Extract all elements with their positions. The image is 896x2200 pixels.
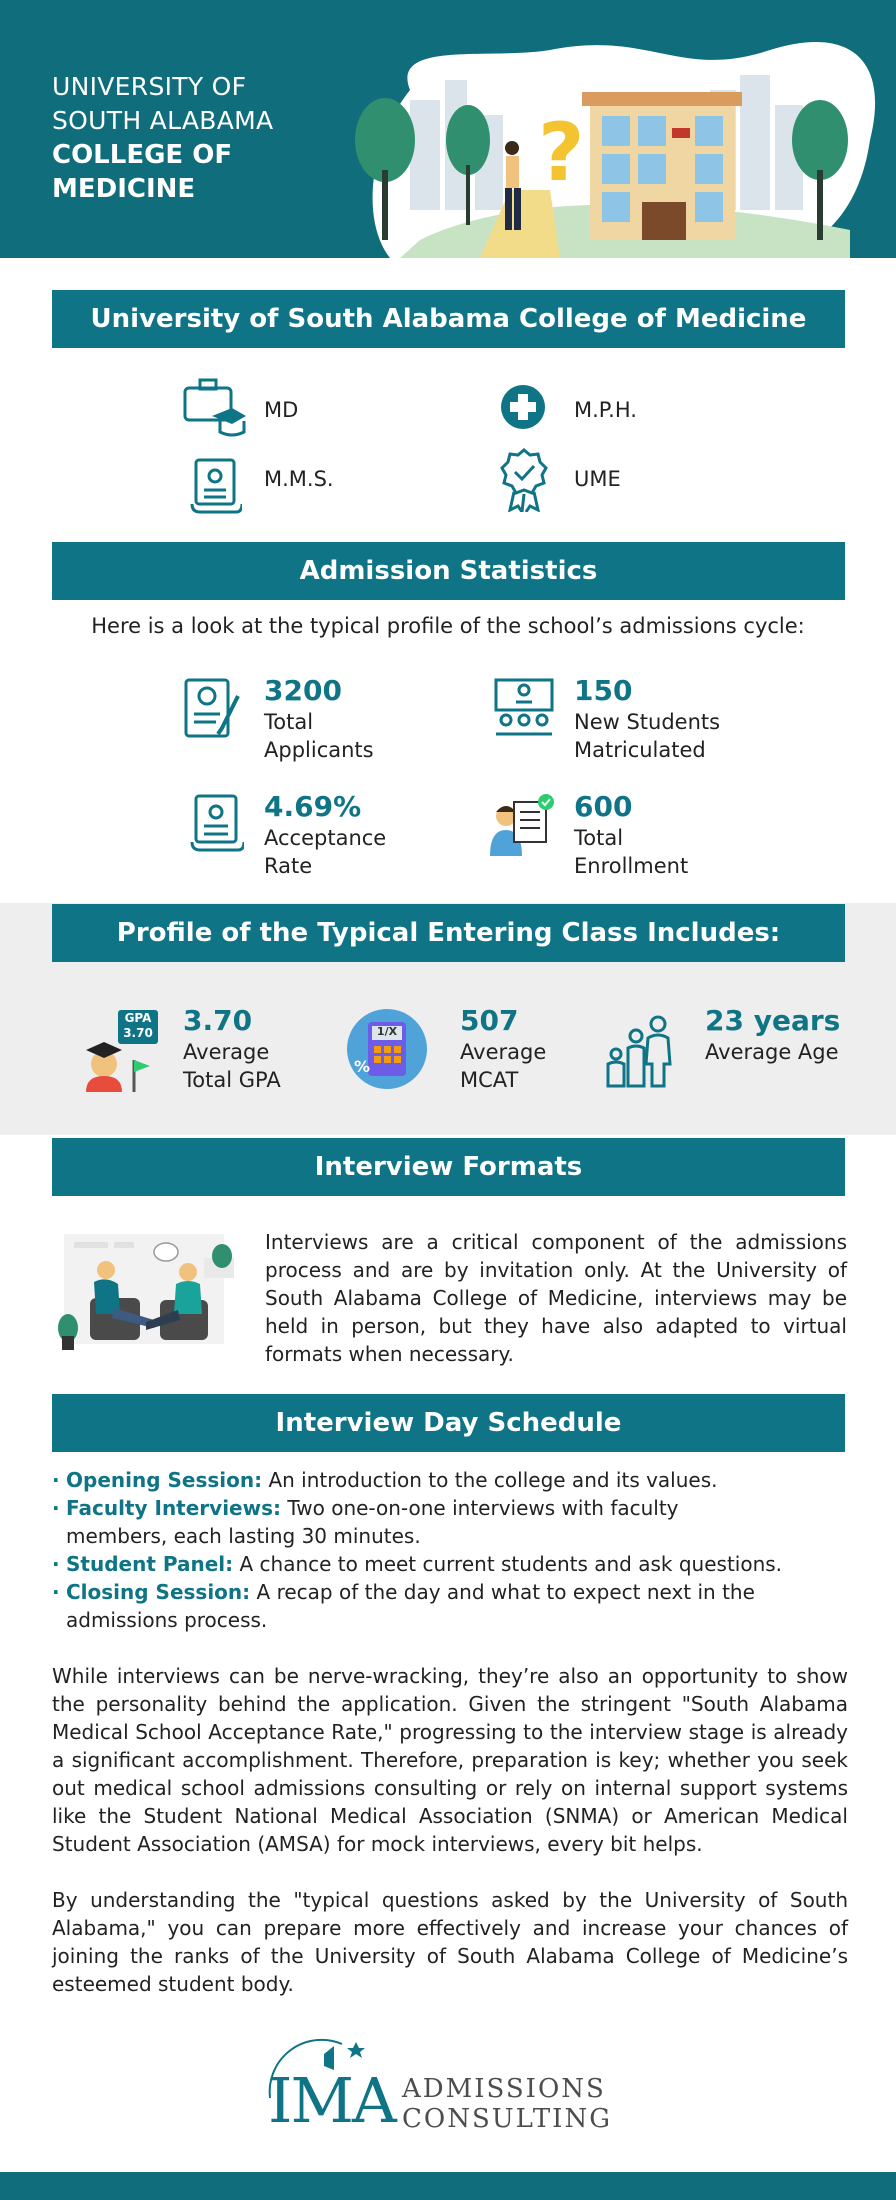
hero-title (52, 70, 273, 206)
logo-mark: IMA (268, 2064, 395, 2137)
admission-intro: Here is a look at the typical profile of the school’s admissions cycle: (91, 614, 805, 638)
building-icon (582, 92, 742, 240)
list-item (52, 1466, 852, 1494)
hero-line-4: MEDICINE (52, 174, 196, 204)
profile-mcat-label-1: Average (460, 1040, 547, 1064)
schedule-item-head: Faculty Interviews: (66, 1496, 281, 1520)
briefcase-graduation-icon (182, 376, 248, 440)
hero-banner (0, 0, 896, 258)
stat-enrollment-label-1: Total (574, 826, 624, 850)
ima-logo (262, 2036, 642, 2144)
graduate-gpa-icon (80, 1008, 164, 1092)
stat-matriculated-value: 150 (574, 674, 633, 707)
stat-matriculated-label-1: New Students (574, 710, 721, 734)
calculator-icon (346, 1008, 428, 1090)
student-document-icon (488, 790, 558, 860)
stat-acceptance-label-1: Acceptance (264, 826, 387, 850)
list-item (52, 1494, 772, 1550)
schedule-item-head: Student Panel: (66, 1552, 234, 1576)
gpa-badge-value: 3.70 (123, 1026, 153, 1040)
bullet-icon: · (52, 1468, 60, 1492)
gpa-badge-label: GPA (124, 1011, 152, 1025)
bullet-icon: · (52, 1580, 60, 1604)
schedule-paragraph-1: While interviews can be nerve-wracking, they’re also an opportunity to show the personality behind the application. Given the stringent "South Alabama Medical School Acceptance Rate," progressing to the interview stage is already a significant accomplishment. Therefore, preparation is key; whether you seek out medical school admissions consulting or rely on internal support systems like the Student National Medical Association (SNMA) or American Medical Student Association (AMSA) for mock interviews, every bit helps. (52, 1664, 848, 1856)
program-mph: M.P.H. (574, 398, 637, 422)
hero-line-3: COLLEGE OF (52, 140, 233, 170)
medical-cross-icon (500, 384, 546, 430)
diploma-scroll-icon (188, 456, 242, 514)
schedule-item-head: Opening Session: (66, 1468, 263, 1492)
program-mms: M.M.S. (264, 467, 334, 491)
hero-line-2: SOUTH ALABAMA (52, 106, 274, 135)
admission-title: Admission Statistics (52, 542, 845, 600)
profile-gpa-value: 3.70 (183, 1004, 253, 1037)
stat-applicants-label-1: Total (264, 710, 314, 734)
calculator-display-text: 1/X (376, 1025, 398, 1038)
schedule-title: Interview Day Schedule (52, 1394, 845, 1452)
stat-applicants-label-2: Applicants (264, 738, 374, 762)
award-badge-icon (500, 448, 548, 512)
program-ume: UME (574, 467, 621, 491)
schedule-item-text: An introduction to the college and its values. (262, 1468, 718, 1492)
profile-age-value: 23 years (705, 1004, 841, 1037)
program-md: MD (264, 398, 299, 422)
programs-title: University of South Alabama College of Medicine (52, 290, 845, 348)
schedule-list (52, 1466, 852, 1634)
stat-acceptance-label-2: Rate (264, 854, 313, 878)
schedule-paragraph-2: By understanding the "typical questions asked by the University of South Alabama," you can prepare more effectively and increase your chances of joining the ranks of the University of South Alabama College of Medicine’s esteemed student body. (52, 1888, 848, 1996)
interview-illustration (54, 1228, 244, 1358)
profile-age-label: Average Age (705, 1040, 839, 1064)
footer-bar (0, 2172, 896, 2200)
bullet-icon: · (52, 1496, 60, 1520)
stat-matriculated-label-2: Matriculated (574, 738, 706, 762)
stat-enrollment-label-2: Enrollment (574, 854, 689, 878)
question-mark-icon (538, 106, 584, 199)
profile-title: Profile of the Typical Entering Class Includes: (52, 904, 845, 962)
schedule-item-text: Two one-on-one interviews with faculty members, each lasting 30 minutes. (66, 1496, 679, 1548)
svg-text:?: ? (538, 106, 585, 199)
list-item (52, 1578, 772, 1634)
schedule-item-text: A chance to meet current students and ask questions. (233, 1552, 783, 1576)
stat-acceptance-value: 4.69% (264, 790, 362, 823)
interview-title: Interview Formats (52, 1138, 845, 1196)
stat-enrollment-value: 600 (574, 790, 633, 823)
svg-text:%: % (354, 1057, 371, 1076)
family-age-icon (604, 1014, 678, 1088)
classroom-students-icon (492, 676, 556, 738)
interview-text: Interviews are a critical component of the admissions process and are by invitation only. At the University of South Alabama College of Medicine, interviews may be held in person, but they have also adapted to virtual formats when necessary. (265, 1230, 847, 1366)
schedule-item-head: Closing Session: (66, 1580, 251, 1604)
certificate-scroll-icon (188, 792, 244, 852)
profile-mcat-label-2: MCAT (460, 1068, 519, 1092)
campus-illustration (350, 20, 896, 258)
profile-mcat-value: 507 (460, 1004, 519, 1037)
bullet-icon: · (52, 1552, 60, 1576)
schedule-item-text: A recap of the day and what to expect next in the admissions process. (66, 1580, 755, 1632)
logo-word-2: CONSULTING (402, 2104, 612, 2134)
stat-applicants-value: 3200 (264, 674, 342, 707)
profile-gpa-label-2: Total GPA (183, 1068, 281, 1092)
logo-word-1: ADMISSIONS (402, 2074, 606, 2104)
application-form-icon (182, 676, 248, 740)
profile-gpa-label-1: Average (183, 1040, 270, 1064)
hero-line-1: UNIVERSITY OF (52, 72, 247, 101)
list-item (52, 1550, 852, 1578)
